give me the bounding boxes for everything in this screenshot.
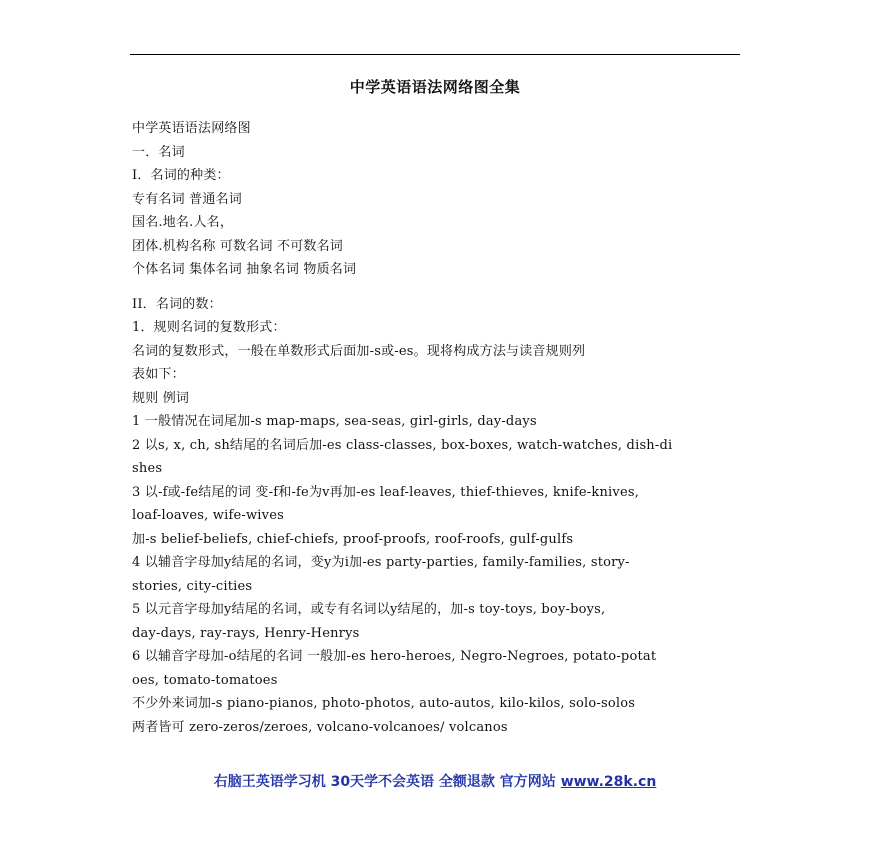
rule-row: 5 以元音字母加y结尾的名词，或专有名词以y结尾的，加-s toy-toys, boy-boys, (132, 602, 606, 617)
rule-row: 加-s belief-beliefs, chief-chiefs, proof-proofs, roof-roofs, gulf-gulfs (132, 531, 574, 547)
document-title: 中学英语语法网络图全集 (349, 78, 521, 96)
rule-row: 不少外来词加-s piano-pianos, photo-photos, auto-autos, kilo-kilos, solo-solos (132, 696, 636, 711)
body-line: 名词的复数形式，一般在单数形式后面加-s或-es。现将构成方法与读音规则列 (132, 343, 586, 359)
subsection-heading: I．名词的种类： (132, 168, 230, 183)
rule-row-continued: stories, city-cities (132, 578, 253, 594)
footer-link[interactable]: www.28k.cn (560, 774, 657, 790)
rule-row-continued: loaf-loaves, wife-wives (132, 508, 284, 523)
rule-row: 两者皆可 zero-zeros/zeroes, volcano-volcanoes/ volcanos (132, 719, 508, 735)
rule-row-continued: oes, tomato-tomatoes (132, 672, 278, 688)
rule-row: 4 以辅音字母加y结尾的名词，变y为i加-es party-parties, family-families, story- (132, 555, 630, 570)
document-body (132, 117, 744, 739)
body-line: 个体名词 集体名词 抽象名词 物质名词 (132, 262, 357, 277)
footer-ad (0, 771, 870, 791)
table-header: 规则 例词 (132, 390, 190, 406)
body-line: 国名.地名.人名， (132, 215, 234, 230)
rule-row-continued: day-days, ray-rays, Henry-Henrys (132, 625, 360, 641)
subsection-heading: II．名词的数： (132, 296, 222, 312)
body-line: 中学英语语法网络图 (132, 121, 251, 136)
rule-row: 3 以-f或-fe结尾的词 变-f和-fe为v再加-es leaf-leaves, thief-thieves, knife-knives, (132, 484, 640, 500)
section-heading: 一．名词 (132, 144, 185, 160)
body-line: 团体.机构名称 可数名词 不可数名词 (132, 238, 343, 254)
rule-row-continued: shes (132, 461, 163, 476)
footer-text: 右脑王英语学习机 30天学不会英语 全额退款 官方网站 (213, 774, 556, 790)
rule-row: 6 以辅音字母加-o结尾的名词 一般加-es hero-heroes, Negro-Negroes, potato-potat (132, 649, 657, 664)
body-line: 1．规则名词的复数形式： (132, 320, 286, 335)
body-line: 专有名词 普通名词 (132, 191, 242, 207)
rule-row: 2 以s, x, ch, sh结尾的名词后加-es class-classes, box-boxes, watch-watches, dish-di (132, 437, 673, 453)
rule-row: 1 一般情况在词尾加-s map-maps, sea-seas, girl-girls, day-days (132, 414, 537, 429)
body-line: 表如下： (132, 367, 185, 382)
header-rule (130, 54, 740, 55)
paragraph-gap (132, 282, 744, 293)
